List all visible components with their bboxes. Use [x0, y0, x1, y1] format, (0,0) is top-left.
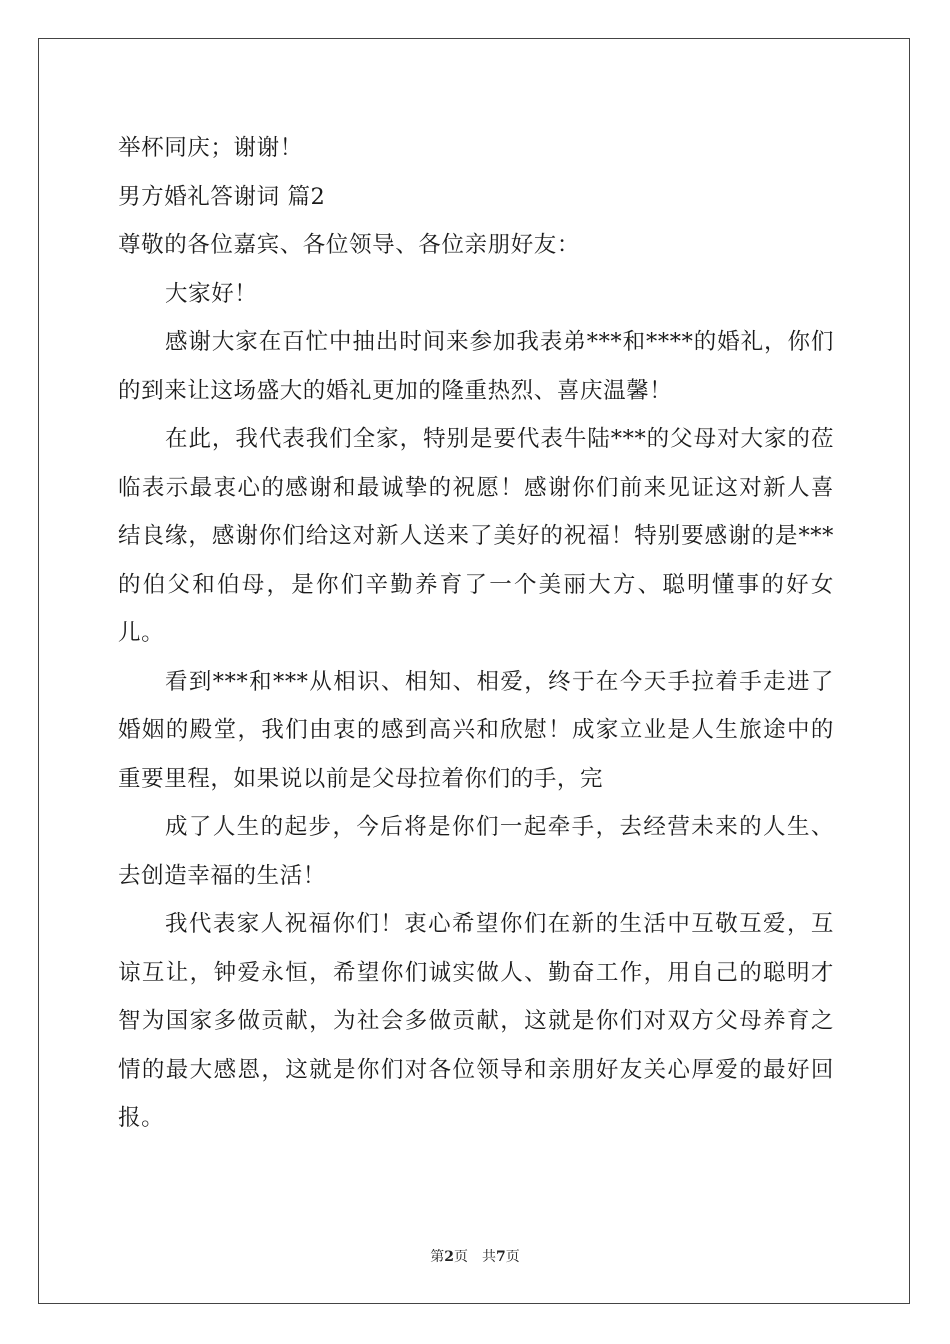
page-current-number: 2 — [444, 1249, 454, 1265]
page-footer — [0, 1246, 950, 1266]
page-total-number: 7 — [496, 1249, 506, 1265]
paragraph-marriage-continued: 成了人生的起步，今后将是你们一起牵手，去经营未来的人生、去创造幸福的生活！ — [118, 814, 834, 889]
paragraph-marriage: 看到***和***从相识、相知、相爱，终于在今天手拉着手走进了婚姻的殿堂，我们由衷的感到高兴和欣慰！成家立业是人生旅途中的重要里程，如果说以前是父母拉着你们的手，完 — [118, 668, 834, 792]
page-suffix: 页 — [454, 1249, 468, 1265]
page-prefix: 第 — [430, 1249, 445, 1265]
paragraph-family-thanks: 在此，我代表我们全家，特别是要代表牛陆***的父母对大家的莅临表示最衷心的感谢和最诚挚的祝愿！感谢你们前来见证这对新人喜结良缘，感谢你们给这对新人送来了美好的祝福！特别要感谢的是***的伯父和伯母，是你们辛勤养育了一个美丽大方、聪明懂事的好女儿。 — [118, 426, 834, 646]
paragraph-blessing: 我代表家人祝福你们！衷心希望你们在新的生活中互敬互爱，互谅互让，钟爱永恒，希望你们诚实做人、勤奋工作，用自己的聪明才智为国家多做贡献，为社会多做贡献，这就是你们对双方父母养育之情的最大感恩，这就是你们对各位领导和亲朋好友关心厚爱的最好回报。 — [118, 911, 834, 1131]
closing-line: 举杯同庆；谢谢！ — [118, 135, 303, 161]
total-prefix: 共 — [482, 1249, 496, 1265]
salutation: 尊敬的各位嘉宾、各位领导、各位亲朋好友： — [118, 232, 581, 258]
paragraph-greeting: 大家好！ — [165, 280, 258, 307]
paragraph-thanks: 感谢大家在百忙中抽出时间来参加我表弟***和****的婚礼，你们的到来让这场盛大的婚礼更加的隆重热烈、喜庆温馨！ — [118, 329, 834, 404]
section-title: 男方婚礼答谢词 篇2 — [118, 183, 326, 210]
document-body — [118, 124, 834, 1143]
total-suffix: 页 — [505, 1249, 520, 1265]
